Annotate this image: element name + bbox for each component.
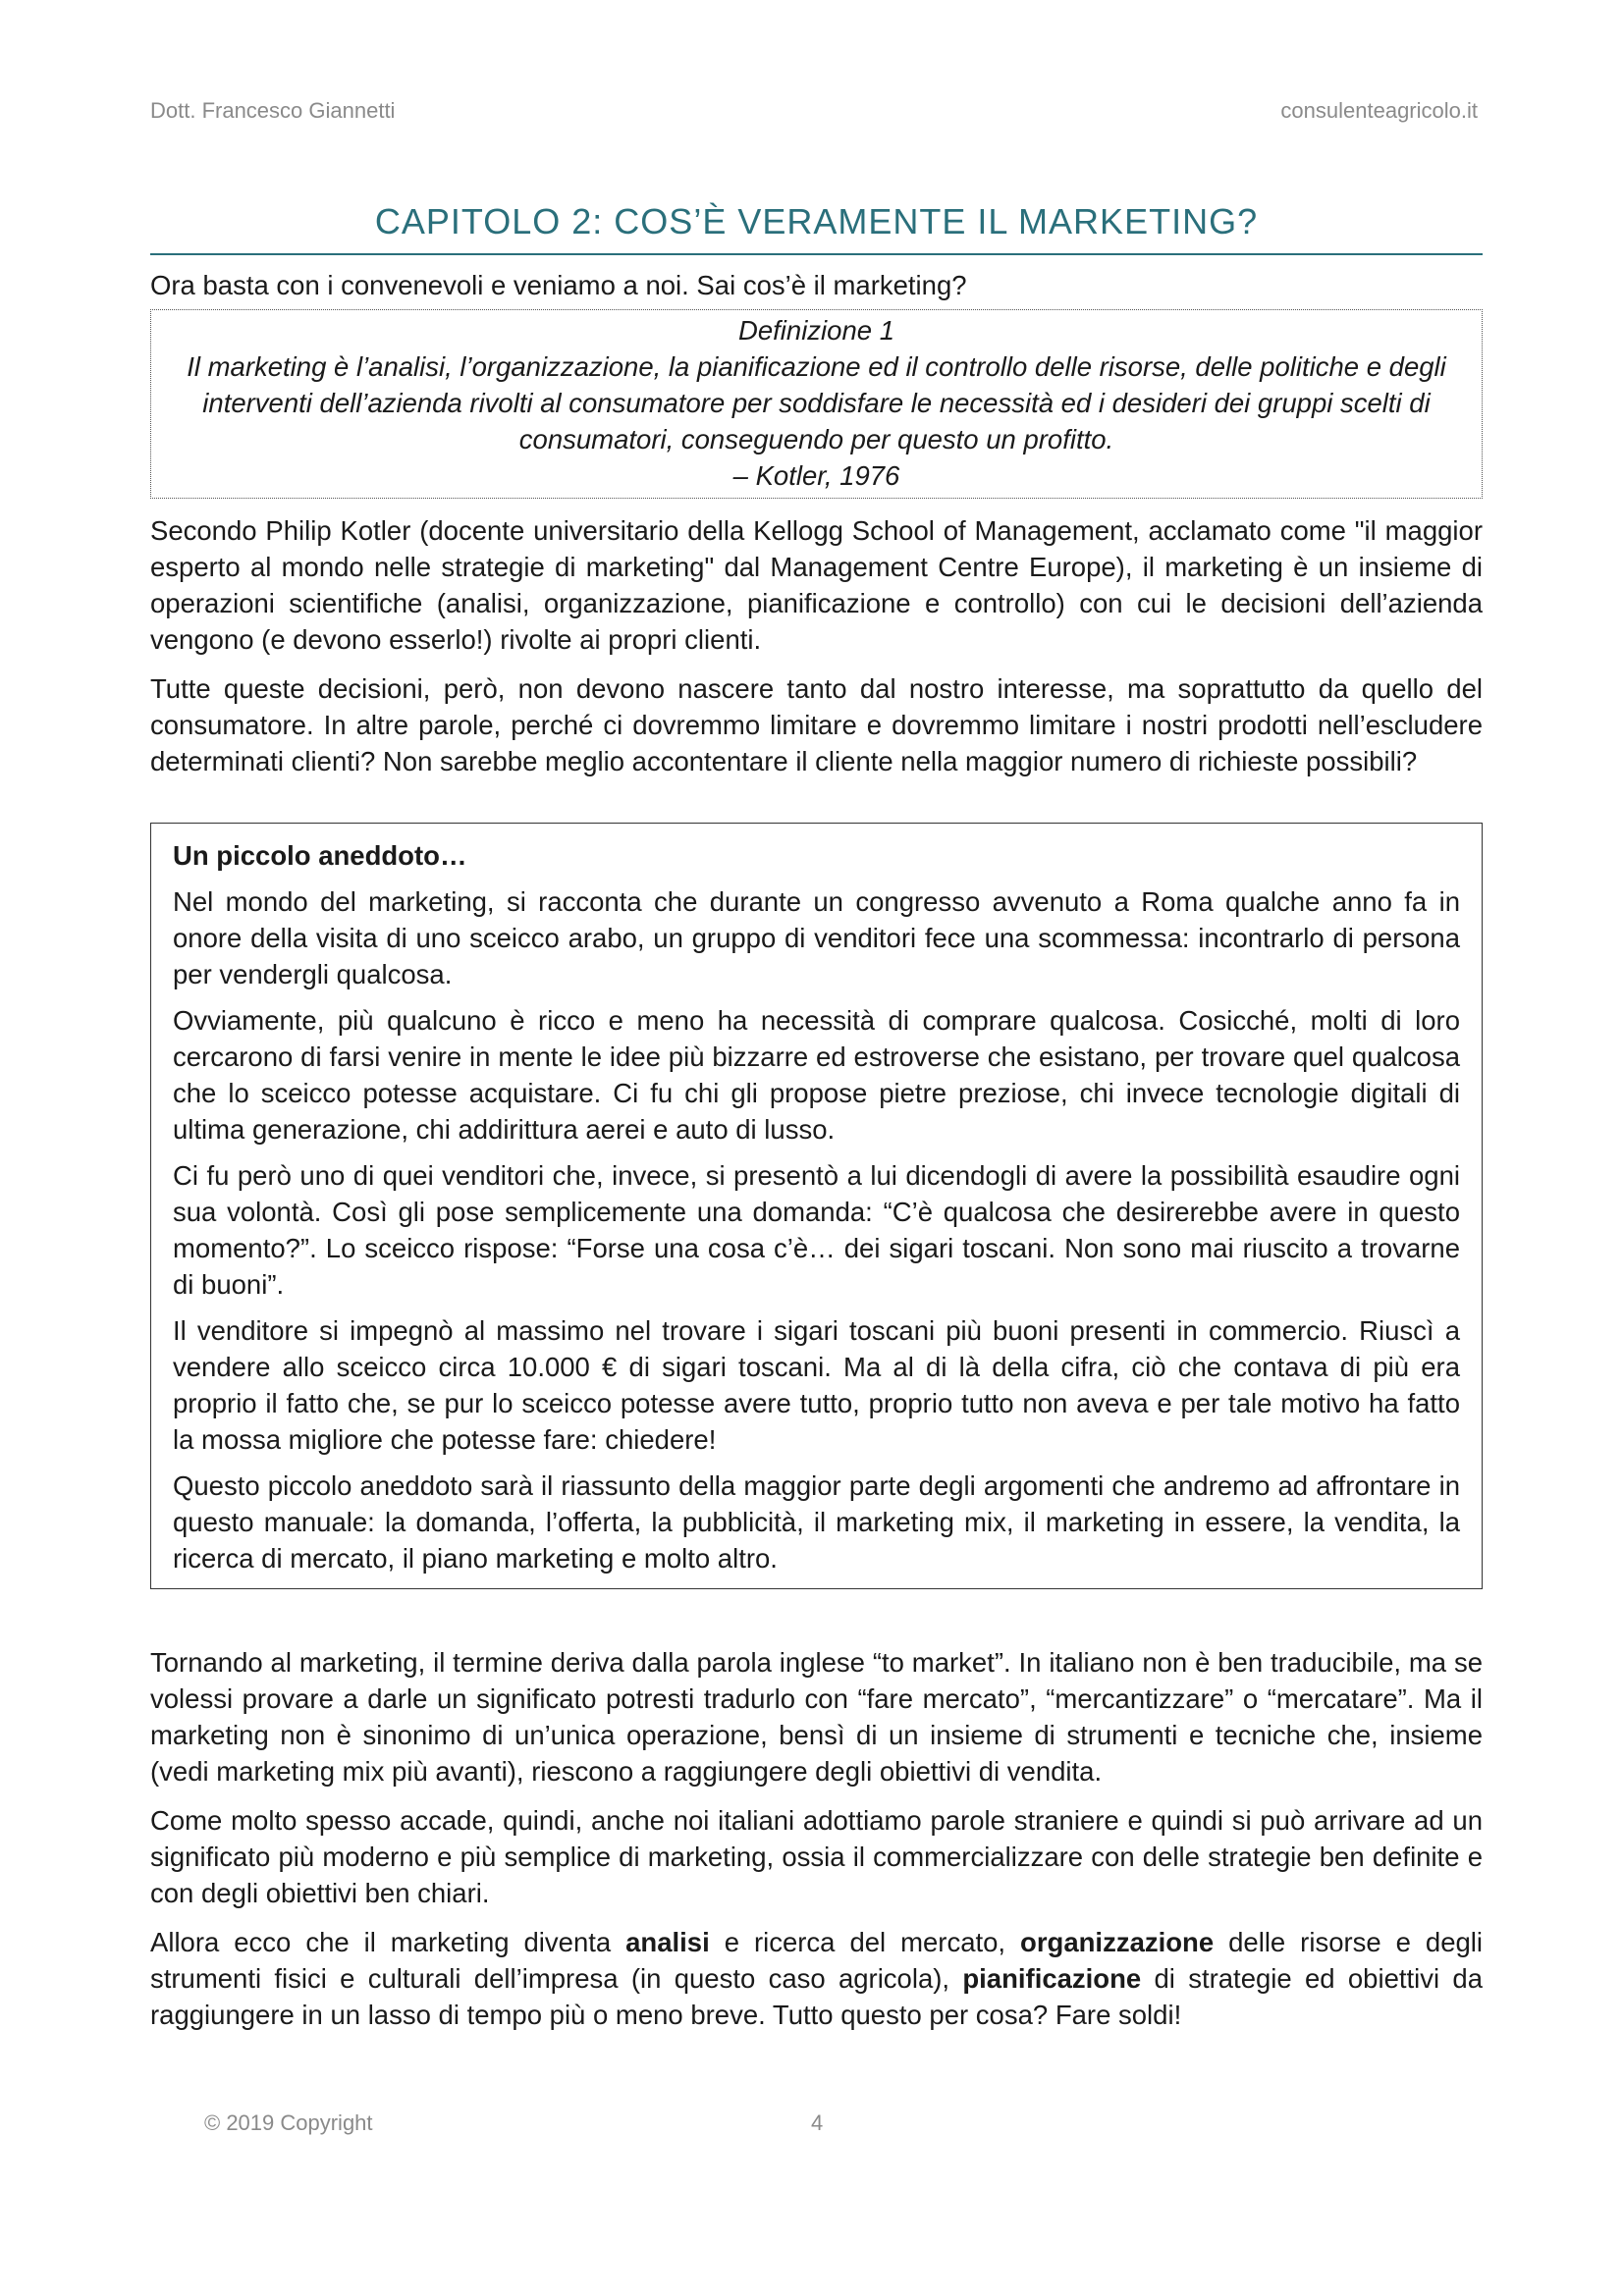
anecdote-paragraph: Ovviamente, più qualcuno è ricco e meno ha necessità di comprare qualcosa. Cosicché, molti di loro cercarono di farsi venire in mente le idee più bizzarre ed estroverse che esistano, per trovare quel qualcosa che lo sceicco potesse acquistare. Ci fu chi gli propose pietre preziose, chi invece tecnologie digitali di ultima generazione, chi addirittura aerei e auto di lusso. (173, 1005, 1460, 1145)
final-text-2: e ricerca del mercato, (709, 1927, 1021, 1957)
final-text-4: di strategie ed obiettivi da raggiungere in un lasso di tempo più o meno breve. Tutto questo per cosa? Fare soldi! (150, 1963, 1484, 2030)
intro-paragraph: Ora basta con i convenevoli e veniamo a noi. Sai cos’è il marketing? (150, 270, 967, 300)
footer-copyright: © 2019 Copyright (204, 2110, 373, 2135)
footer-page-number: 4 (811, 2110, 824, 2135)
keyword-pianificazione: pianificazione (962, 1963, 1142, 1994)
anecdote-paragraph: Questo piccolo aneddoto sarà il riassunto della maggior parte degli argomenti che andremo ad affrontare in questo manuale: la domanda, l’offerta, la pubblicità, il marketing mix, il marketing in essere, la vendita, la ricerca di mercato, il piano marketing e molto altro. (173, 1470, 1460, 1574)
body-paragraph: Come molto spesso accade, quindi, anche noi italiani adottiamo parole straniere e quindi si può arrivare ad un significato più moderno e più semplice di marketing, ossia il commercializzare con delle strategie ben definite e con degli obiettivi ben chiari. (150, 1805, 1483, 1908)
keyword-analisi: analisi (625, 1927, 710, 1957)
body-paragraph: Tutte queste decisioni, però, non devono nascere tanto dal nostro interesse, ma soprattutto da quello del consumatore. In altre parole, perché ci dovremmo limitare e dovremmo limitare i nostri prodotti nell’escludere determinati clienti? Non sarebbe meglio accontentare il cliente nella maggior numero di richieste possibili? (150, 673, 1483, 776)
final-text-3: delle risorse e degli strumenti fisici e culturali dell’impresa (in questo caso agricola), (150, 1927, 1484, 1994)
definition-text: Il marketing è l’analisi, l’organizzazione, la pianificazione ed il controllo delle risorse, delle politiche e degli interventi dell’azienda rivolti al consumatore per soddisfare le necessità ed i desideri dei gruppi scelti di consumatori, conseguendo per questo un profitto. (187, 351, 1446, 454)
definition-source: – Kotler, 1976 (732, 460, 900, 491)
keyword-organizzazione: organizzazione (1020, 1927, 1215, 1957)
body-paragraph: Secondo Philip Kotler (docente universitario della Kellogg School of Management, acclamato come "il maggior esperto al mondo nelle strategie di marketing" dal Management Centre Europe), il marketing è un insieme di operazioni scientifiche (analisi, organizzazione, pianificazione e controllo) con cui le decisioni dell’azienda vengono (e devono esserlo!) rivolte ai propri clienti. (150, 515, 1483, 655)
title-underline (150, 253, 1483, 255)
page-content (150, 267, 1483, 2046)
anecdote-paragraph: Il venditore si impegnò al massimo nel trovare i sigari toscani più buoni presenti in commercio. Riuscì a vendere allo sceicco circa 10.000 € di sigari toscani. Ma al di là della cifra, ciò che contava di più era proprio il fatto che, se pur lo sceicco potesse avere tutto, proprio tutto non aveva e per tale motivo ha fatto la mossa migliore che potesse fare: chiedere! (173, 1315, 1460, 1455)
chapter-title: CAPITOLO 2: COS’È VERAMENTE IL MARKETING? (374, 201, 1259, 241)
anecdote-title: Un piccolo aneddoto… (173, 840, 467, 871)
anecdote-paragraph: Nel mondo del marketing, si racconta che durante un congresso avvenuto a Roma qualche anno fa in onore della visita di uno sceicco arabo, un gruppo di venditori fece una scommessa: incontrarlo di persona per vendergli qualcosa. (173, 886, 1460, 989)
header-site: consulenteagricolo.it (1280, 98, 1478, 123)
definition-label: Definizione 1 (738, 315, 894, 346)
header-author: Dott. Francesco Giannetti (150, 98, 396, 123)
definition-box (150, 309, 1483, 499)
anecdote-paragraph: Ci fu però uno di quei venditori che, invece, si presentò a lui dicendogli di avere la possibilità esaudire ogni sua volontà. Così gli pose semplicemente una domanda: “C’è qualcosa che desirerebbe avere in questo momento?”. Lo sceicco rispose: “Forse una cosa c’è… dei sigari toscani. Non sono mai riuscito a trovarne di buoni”. (173, 1160, 1460, 1300)
final-paragraph (150, 1924, 1483, 2033)
body-paragraph: Tornando al marketing, il termine deriva dalla parola inglese “to market”. In italiano non è ben traducibile, ma se volessi provare a darle un significato potresti tradurlo con “fare mercato”, “mercantizzare” o “mercatare”. Ma il marketing non è sinonimo di un’unica operazione, bensì di un insieme di strumenti e tecniche che, insieme (vedi marketing mix più avanti), riescono a raggiungere degli obiettivi di vendita. (150, 1647, 1483, 1787)
anecdote-box (150, 823, 1483, 1589)
final-text-1: Allora ecco che il marketing diventa (150, 1927, 626, 1957)
